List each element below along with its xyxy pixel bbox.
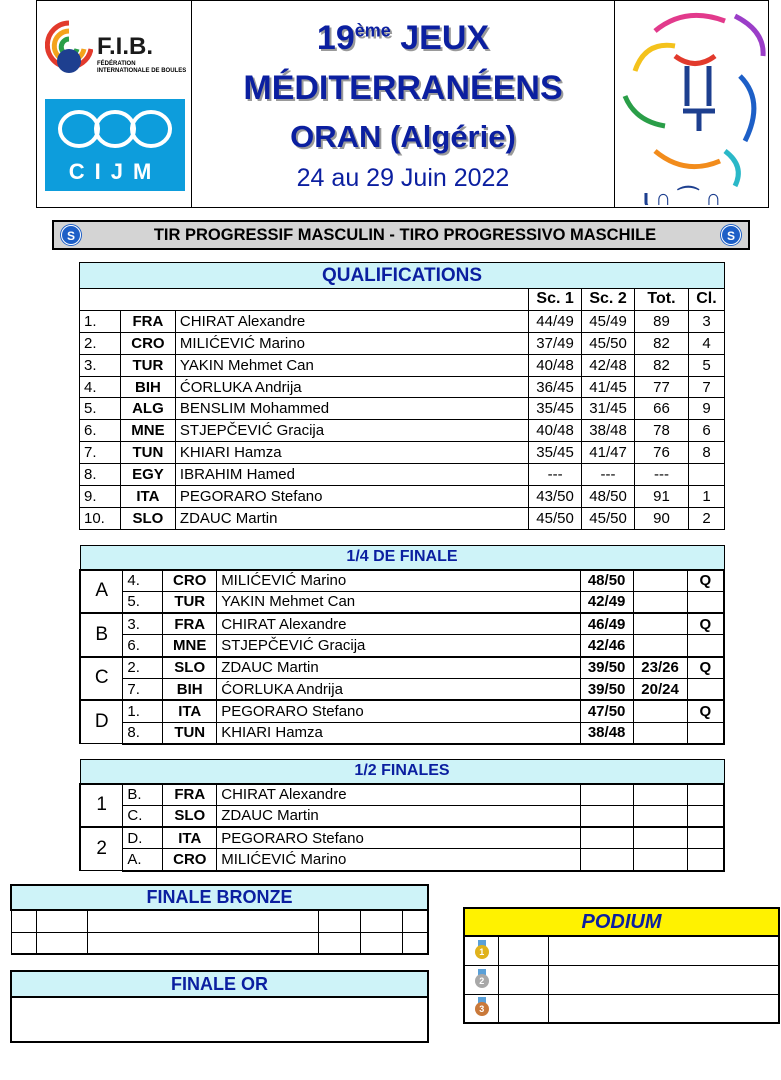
score: 46/49 — [580, 613, 633, 635]
fib-subtitle: FÉDÉRATION INTERNATIONALE DE BOULES — [97, 61, 187, 74]
classification — [688, 464, 724, 486]
group-label: A — [80, 570, 123, 614]
bronze-final-title: FINALE BRONZE — [11, 885, 428, 910]
qualified-mark — [687, 678, 724, 700]
player-name: PEGORARO Stefano — [217, 827, 581, 849]
score-2: 45/49 — [582, 310, 635, 332]
seed: C. — [123, 805, 163, 827]
score-1: 40/48 — [529, 420, 582, 442]
podium-name — [549, 994, 779, 1023]
oran-games-logo-icon — [615, 1, 768, 207]
score: 47/50 — [580, 700, 633, 722]
score-1: 45/50 — [529, 507, 582, 529]
qualified-mark: Q — [687, 700, 724, 722]
score-1: 37/49 — [529, 332, 582, 354]
rank: 4. — [80, 376, 121, 398]
podium-country — [499, 994, 549, 1023]
event-badge-left: S — [61, 225, 81, 245]
player-name: ZDAUC Martin — [217, 657, 580, 679]
tiebreak-score — [633, 613, 687, 635]
score-2: 45/50 — [582, 507, 635, 529]
qualified-mark — [687, 784, 724, 806]
player-name: IBRAHIM Hamed — [175, 464, 528, 486]
country-code: TUR — [120, 354, 175, 376]
classification: 4 — [688, 332, 724, 354]
semi-final-row — [80, 805, 724, 827]
col-sc1: Sc. 1 — [529, 289, 582, 311]
score-1: 44/49 — [529, 310, 582, 332]
semi-final-row — [80, 849, 724, 871]
player-name: STJEPČEVIĆ Gracija — [175, 420, 528, 442]
country-code: SLO — [163, 657, 217, 679]
tiebreak-score — [633, 635, 687, 657]
country-code: SLO — [120, 507, 175, 529]
qualified-mark: Q — [687, 657, 724, 679]
medal-3-icon: 3 — [475, 997, 489, 1015]
score-1: 35/45 — [529, 398, 582, 420]
score — [581, 784, 634, 806]
player-name: CHIRAT Alexandre — [217, 784, 581, 806]
score: 39/50 — [580, 657, 633, 679]
semi-final-row — [80, 784, 724, 806]
quarter-finals-table — [79, 545, 725, 745]
podium-row — [464, 936, 779, 965]
event-title: TIR PROGRESSIF MASCULIN - TIRO PROGRESSIVO MASCHILE — [153, 226, 657, 244]
country-code: CRO — [120, 332, 175, 354]
podium-name — [549, 965, 779, 994]
rank: 9. — [80, 486, 121, 508]
player-name: MILIĆEVIĆ Marino — [217, 849, 581, 871]
medal-2-icon: 2 — [475, 969, 489, 987]
score: 48/50 — [580, 570, 633, 592]
score — [581, 827, 634, 849]
player-name: MILIĆEVIĆ Marino — [175, 332, 528, 354]
fib-logo-icon — [45, 19, 93, 79]
rank: 6. — [80, 420, 121, 442]
qualified-mark — [687, 849, 724, 871]
qualified-mark — [687, 591, 724, 613]
country-code: EGY — [120, 464, 175, 486]
player-name: STJEPČEVIĆ Gracija — [217, 635, 580, 657]
cijm-logo — [45, 99, 185, 191]
country-code: FRA — [120, 310, 175, 332]
player-name: KHIARI Hamza — [217, 722, 580, 744]
score: 39/50 — [580, 678, 633, 700]
player-name: CHIRAT Alexandre — [175, 310, 528, 332]
rank: 10. — [80, 507, 121, 529]
total: 91 — [635, 486, 689, 508]
podium-country — [499, 936, 549, 965]
qualification-row — [80, 507, 725, 529]
podium-row — [464, 965, 779, 994]
seed: 5. — [123, 591, 163, 613]
tiebreak-score — [633, 827, 687, 849]
total: 89 — [635, 310, 689, 332]
qualified-mark — [687, 827, 724, 849]
qualified-mark: Q — [687, 570, 724, 592]
qualification-row — [80, 464, 725, 486]
tiebreak-score — [633, 849, 687, 871]
score-2: 31/45 — [582, 398, 635, 420]
country-code: ITA — [120, 486, 175, 508]
gold-final-title: FINALE OR — [11, 971, 428, 997]
semi-finals-title: 1/2 FINALES — [80, 760, 724, 784]
event-banner — [52, 220, 750, 250]
country-code: TUR — [163, 591, 217, 613]
score-1: 36/45 — [529, 376, 582, 398]
score-2: 45/50 — [582, 332, 635, 354]
tiebreak-score — [633, 805, 687, 827]
bronze-final-table — [10, 884, 429, 955]
player-name: ZDAUC Martin — [217, 805, 581, 827]
country-code: ITA — [163, 700, 217, 722]
rank: 8. — [80, 464, 121, 486]
rank: 2. — [80, 332, 121, 354]
medal-cell — [464, 936, 499, 965]
cijm-letters: CIJM — [68, 159, 162, 184]
total: 77 — [635, 376, 689, 398]
svg-text:ι ∩ ⌒ ∩: ι ∩ ⌒ ∩ — [643, 185, 722, 207]
total: 76 — [635, 442, 689, 464]
qualifications-header-row — [80, 289, 725, 311]
tiebreak-score — [633, 570, 687, 592]
country-code: MNE — [120, 420, 175, 442]
games-title: MÉDITERRANÉENS — [243, 69, 563, 107]
score-1: --- — [529, 464, 582, 486]
group-label: 1 — [80, 784, 123, 828]
seed: 6. — [123, 635, 163, 657]
country-code: BIH — [163, 678, 217, 700]
country-code: SLO — [163, 805, 217, 827]
city-title: ORAN (Algérie) — [290, 119, 516, 154]
quarter-final-row — [80, 591, 724, 613]
player-name: ĆORLUKA Andrija — [175, 376, 528, 398]
col-cl: Cl. — [688, 289, 724, 311]
player-name: CHIRAT Alexandre — [217, 613, 580, 635]
podium-country — [499, 965, 549, 994]
group-label: B — [80, 613, 123, 657]
tiebreak-score — [633, 784, 687, 806]
score-2: --- — [582, 464, 635, 486]
qualified-mark: Q — [687, 613, 724, 635]
col-sc2: Sc. 2 — [582, 289, 635, 311]
quarter-final-row — [80, 570, 724, 592]
bronze-row — [11, 932, 428, 954]
quarter-final-row — [80, 613, 724, 635]
score — [581, 805, 634, 827]
score — [581, 849, 634, 871]
header-box — [36, 0, 769, 208]
qualification-row — [80, 398, 725, 420]
player-name: ZDAUC Martin — [175, 507, 528, 529]
qualification-row — [80, 354, 725, 376]
quarter-final-row — [80, 722, 724, 744]
qualification-row — [80, 486, 725, 508]
rank: 7. — [80, 442, 121, 464]
country-code: CRO — [163, 849, 217, 871]
player-name: ĆORLUKA Andrija — [217, 678, 580, 700]
qualified-mark — [687, 722, 724, 744]
edition-line: 19ème JEUX — [316, 19, 490, 57]
qualification-row — [80, 442, 725, 464]
classification: 8 — [688, 442, 724, 464]
seed: B. — [123, 784, 163, 806]
classification: 5 — [688, 354, 724, 376]
score-2: 42/48 — [582, 354, 635, 376]
score-1: 43/50 — [529, 486, 582, 508]
classification: 6 — [688, 420, 724, 442]
tiebreak-score: 20/24 — [633, 678, 687, 700]
player-name: KHIARI Hamza — [175, 442, 528, 464]
total: 82 — [635, 354, 689, 376]
fib-logo-text: F.I.B. — [97, 33, 154, 60]
dates: 24 au 29 Juin 2022 — [296, 164, 510, 192]
tiebreak-score — [633, 700, 687, 722]
semi-finals-table — [79, 759, 725, 872]
header-logos-left — [37, 1, 192, 207]
qualified-mark — [687, 635, 724, 657]
score-2: 38/48 — [582, 420, 635, 442]
country-code: ITA — [163, 827, 217, 849]
qualifications-table — [79, 262, 725, 530]
qualifications-title: QUALIFICATIONS — [80, 263, 725, 289]
country-code: TUN — [120, 442, 175, 464]
score-1: 40/48 — [529, 354, 582, 376]
group-label: 2 — [80, 827, 123, 871]
group-label: C — [80, 657, 123, 701]
qualification-row — [80, 310, 725, 332]
score: 42/49 — [580, 591, 633, 613]
country-code: FRA — [163, 613, 217, 635]
score-2: 41/47 — [582, 442, 635, 464]
seed: 4. — [123, 570, 163, 592]
oran-logo — [614, 1, 768, 207]
medal-1-icon: 1 — [475, 940, 489, 958]
quarter-final-row — [80, 657, 724, 679]
rank: 3. — [80, 354, 121, 376]
podium-title: PODIUM — [464, 908, 779, 936]
classification: 7 — [688, 376, 724, 398]
score-1: 35/45 — [529, 442, 582, 464]
tiebreak-score — [633, 722, 687, 744]
seed: 3. — [123, 613, 163, 635]
seed: 7. — [123, 678, 163, 700]
qualification-row — [80, 376, 725, 398]
total: 82 — [635, 332, 689, 354]
seed: 2. — [123, 657, 163, 679]
country-code: TUN — [163, 722, 217, 744]
player-name: PEGORARO Stefano — [217, 700, 580, 722]
country-code: BIH — [120, 376, 175, 398]
quarter-finals-title: 1/4 DE FINALE — [80, 546, 724, 570]
country-code: CRO — [163, 570, 217, 592]
qualified-mark — [687, 805, 724, 827]
podium-table — [463, 907, 780, 1024]
semi-final-row — [80, 827, 724, 849]
podium-row — [464, 994, 779, 1023]
classification: 3 — [688, 310, 724, 332]
tiebreak-score — [633, 591, 687, 613]
country-code: ALG — [120, 398, 175, 420]
rank: 5. — [80, 398, 121, 420]
group-label: D — [80, 700, 123, 744]
gold-final-area — [11, 997, 428, 1042]
gold-final-table — [10, 970, 429, 1043]
player-name: MILIĆEVIĆ Marino — [217, 570, 580, 592]
country-code: MNE — [163, 635, 217, 657]
player-name: YAKIN Mehmet Can — [175, 354, 528, 376]
col-tot: Tot. — [635, 289, 689, 311]
podium-name — [549, 936, 779, 965]
seed: 1. — [123, 700, 163, 722]
player-name: YAKIN Mehmet Can — [217, 591, 580, 613]
quarter-final-row — [80, 635, 724, 657]
player-name: BENSLIM Mohammed — [175, 398, 528, 420]
tiebreak-score: 23/26 — [633, 657, 687, 679]
score-2: 41/45 — [582, 376, 635, 398]
classification: 9 — [688, 398, 724, 420]
seed: A. — [123, 849, 163, 871]
score-2: 48/50 — [582, 486, 635, 508]
quarter-final-row — [80, 678, 724, 700]
total: 90 — [635, 507, 689, 529]
classification: 1 — [688, 486, 724, 508]
quarter-final-row — [80, 700, 724, 722]
score: 38/48 — [580, 722, 633, 744]
total: --- — [635, 464, 689, 486]
seed: D. — [123, 827, 163, 849]
qualification-row — [80, 420, 725, 442]
player-name: PEGORARO Stefano — [175, 486, 528, 508]
rank: 1. — [80, 310, 121, 332]
total: 78 — [635, 420, 689, 442]
classification: 2 — [688, 507, 724, 529]
bronze-row — [11, 910, 428, 932]
score: 42/46 — [580, 635, 633, 657]
event-badge-right: S — [721, 225, 741, 245]
country-code: FRA — [163, 784, 217, 806]
medal-cell — [464, 965, 499, 994]
qualification-row — [80, 332, 725, 354]
medal-cell — [464, 994, 499, 1023]
total: 66 — [635, 398, 689, 420]
cijm-rings-icon — [55, 107, 175, 151]
seed: 8. — [123, 722, 163, 744]
